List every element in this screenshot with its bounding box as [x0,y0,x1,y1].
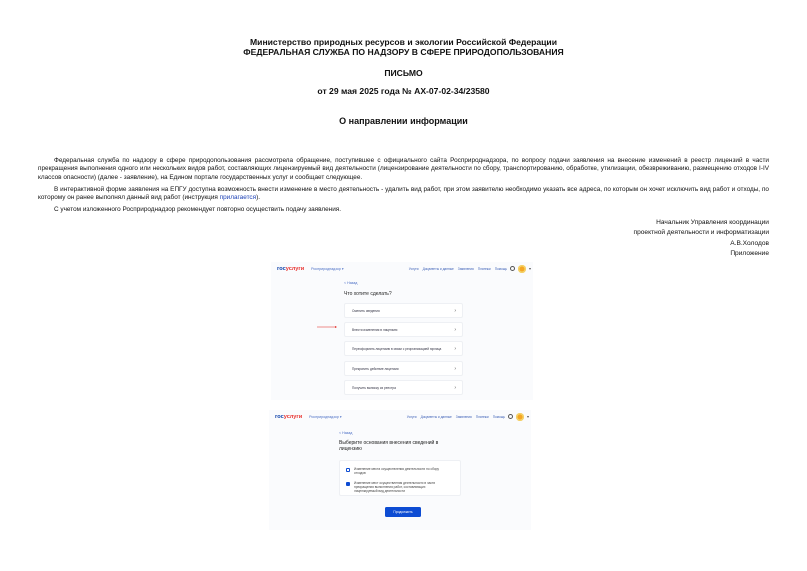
grounds-panel [339,460,461,496]
nav-help[interactable]: Помощь [492,415,505,419]
chevron-down-icon[interactable]: ▾ [526,414,529,419]
choice-item[interactable] [344,303,463,318]
screenshot-select-grounds [269,410,531,530]
paragraph-1 [38,157,769,182]
document-type: ПИСЬМО [384,68,423,78]
service-name: ФЕДЕРАЛЬНАЯ СЛУЖБА ПО НАДЗОРУ В СФЕРЕ ПРИРОДОПОЛЬЗОВАНИЯ [243,47,564,57]
paragraph-3 [38,206,769,214]
option-label: Изменение мест осуществления деятельности в части прекращения выполнения работ, составляющих лицензируемый вид деятельности [354,481,436,494]
choice-item[interactable] [344,380,463,395]
back-link[interactable]: < Назад [339,431,353,435]
document-subject: О направлении информации [339,116,468,126]
nav-applications[interactable]: Заявления [455,415,472,419]
question-title: Что хотите сделать? [344,291,392,297]
paragraph-2-end: ). [256,194,260,202]
checkbox[interactable] [346,468,350,472]
search-icon[interactable] [510,266,515,271]
option-row[interactable] [346,481,449,494]
option-label: Изменение места осуществления деятельности по сбору отходов [354,467,439,476]
continue-button[interactable]: Продолжить [385,507,421,517]
nav-help[interactable]: Помощь [494,267,507,271]
portal-topbar [271,262,533,276]
chevron-right-icon: › [454,327,456,333]
portal-topbar [269,410,531,424]
signer-position-1: Начальник Управления координации [656,219,769,226]
choice-item[interactable] [344,341,463,356]
checkbox-checked[interactable] [346,482,350,486]
logo-right: услуги [283,414,303,420]
nav-services[interactable]: Услуги [406,415,417,419]
chevron-right-icon: › [454,346,456,352]
nav-payments[interactable]: Платежи [475,415,489,419]
appendix-label: Приложение [730,249,769,257]
location-selector[interactable]: Росприроднадзор ▾ [311,267,344,271]
nav-documents[interactable]: Документы и данные [422,267,454,271]
avatar[interactable] [516,413,524,421]
ministry-name: Министерство природных ресурсов и экологии Российской Федерации [250,37,557,47]
back-link[interactable]: < Назад [344,281,358,285]
option-row[interactable] [346,467,449,475]
logo-left: гос [275,414,284,420]
gosuslugi-logo[interactable] [275,414,302,420]
signer-position-2: проектной деятельности и информатизации [633,229,769,237]
document-date-number: от 29 мая 2025 года № АХ-07-02-34/23580 [317,86,490,96]
nav-services[interactable]: Услуги [408,267,419,271]
top-nav [409,267,507,271]
chevron-right-icon: › [454,308,456,314]
red-arrow-pointer [307,326,347,328]
choice-label: Прекратить действие лицензии [352,367,399,371]
top-nav [407,415,505,419]
instruction-link[interactable]: прилагается [219,194,257,202]
screenshot-what-to-do [271,262,533,400]
chevron-right-icon: › [454,366,456,372]
signature-block [634,218,769,259]
choice-item[interactable] [344,322,463,337]
nav-documents[interactable]: Документы и данные [420,415,452,419]
choice-label: Внести изменения в лицензию [352,328,398,332]
search-icon[interactable] [508,414,513,419]
nav-applications[interactable]: Заявления [457,267,474,271]
logo-left: гос [277,266,286,272]
logo-right: услуги [285,266,305,272]
nav-payments[interactable]: Платежи [477,267,491,271]
location-selector[interactable]: Росприроднадзор ▾ [309,415,342,419]
paragraph-2 [38,186,769,203]
chevron-right-icon: › [454,385,456,391]
paragraph-3-text: С учетом изложенного Росприроднадзор рекомендует повторно осуществить подачу заявления. [54,206,342,213]
paragraph-2-text: В интерактивной форме заявления на ЕПГУ доступна возможность внести изменение в место деятельность - удалить вид работ, при этом заявителю необходимо указать все адреса, по которым он хочет исключить вид работ и отходы, по которому он ранее выполнял данный вид работ (инструкция [38,186,769,202]
choice-label: Получить выписку из реестра [352,386,396,390]
avatar[interactable] [518,265,526,273]
choice-label: Переоформить лицензию в связи с реорганизацией юрлица [352,347,442,351]
choice-label: Сменить сведения [352,309,380,313]
choice-item[interactable] [344,361,463,376]
gosuslugi-logo[interactable] [277,266,304,272]
signer-name: А.В.Холодов [730,239,769,247]
chevron-down-icon[interactable]: ▾ [528,266,531,271]
grounds-title: Выберите основания внесения сведений в лицензию [339,440,439,452]
paragraph-1-text: Федеральная служба по надзору в сфере природопользования рассмотрела обращение, поступившее с официального сайта Росприроднадзора, по вопросу подачи заявления на внесение изменений в реестр лицензий в части прекращения выполнения одного или нескольких видов работ, составляющих лицензируемый вид деятельности (лицензирование деятельности по сбору, транспортированию, обработке, утилизации, обезвреживанию, размещению отходов I-IV классов опасности) (далее - заявление), на Едином портале государственных услуг и сообщает следующее. [38,157,769,181]
